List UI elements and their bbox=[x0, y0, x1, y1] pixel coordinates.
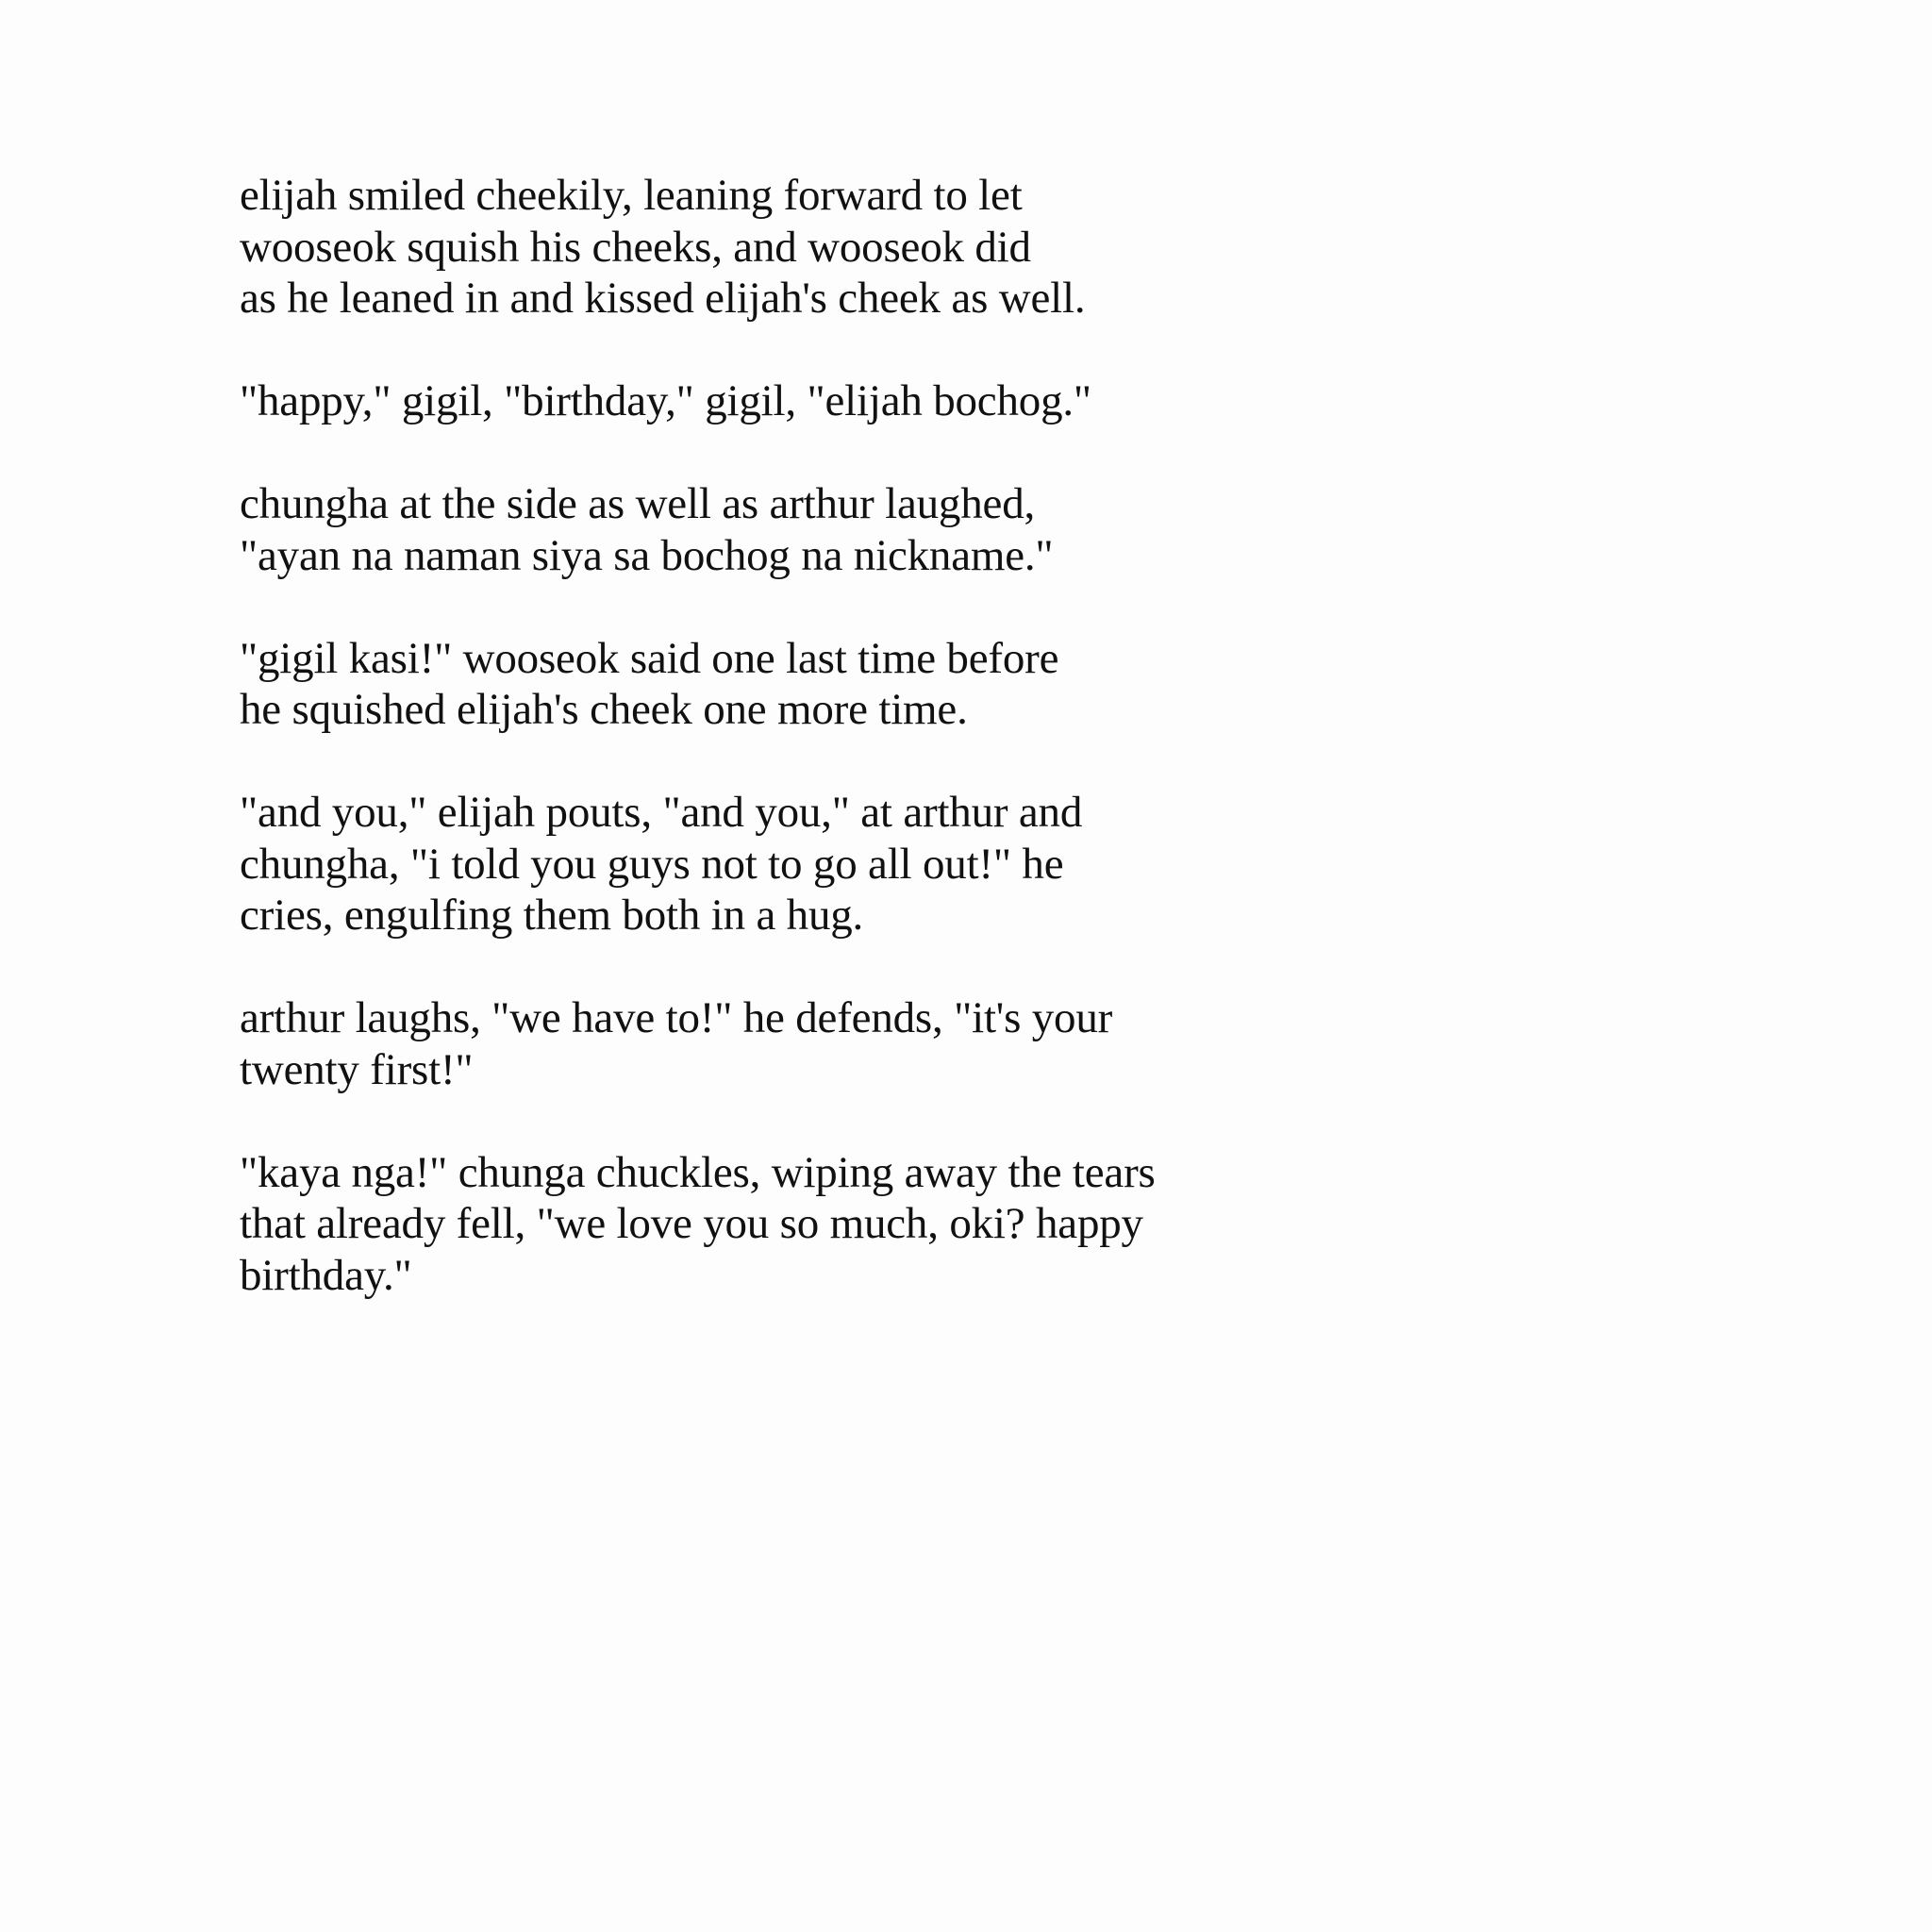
text-line: elijah smiled cheekily, leaning forward to let bbox=[240, 171, 1023, 220]
text-line: as he leaned in and kissed elijah's cheek as well. bbox=[240, 274, 1086, 323]
paragraph-3 bbox=[240, 478, 1315, 581]
text-line: chungha, "i told you guys not to go all out!" he bbox=[240, 839, 1064, 889]
text-line: "gigil kasi!" wooseok said one last time before bbox=[240, 633, 1059, 683]
paragraph-4 bbox=[240, 633, 1315, 736]
text-line: he squished elijah's cheek one more time. bbox=[240, 685, 968, 734]
text-line: arthur laughs, "we have to!" he defends, "it's your bbox=[240, 993, 1113, 1042]
paragraph-2 bbox=[240, 375, 1315, 427]
story-text bbox=[240, 170, 1315, 1301]
text-line: birthday." bbox=[240, 1250, 412, 1300]
paragraph-5 bbox=[240, 787, 1315, 941]
text-line: "happy," gigil, "birthday," gigil, "elijah bochog." bbox=[240, 376, 1091, 425]
text-line: "and you," elijah pouts, "and you," at arthur and bbox=[240, 788, 1083, 837]
paragraph-6 bbox=[240, 992, 1315, 1095]
text-line: "kaya nga!" chunga chuckles, wiping away the tears bbox=[240, 1147, 1156, 1197]
text-line: chungha at the side as well as arthur laughed, bbox=[240, 479, 1036, 528]
paragraph-1 bbox=[240, 170, 1315, 325]
text-line: "ayan na naman siya sa bochog na nickname." bbox=[240, 530, 1054, 580]
text-line: that already fell, "we love you so much, oki? happy bbox=[240, 1199, 1143, 1248]
paragraph-7 bbox=[240, 1147, 1315, 1302]
text-line: wooseok squish his cheeks, and wooseok did bbox=[240, 222, 1031, 272]
text-line: cries, engulfing them both in a hug. bbox=[240, 891, 864, 940]
text-line: twenty first!" bbox=[240, 1044, 474, 1094]
